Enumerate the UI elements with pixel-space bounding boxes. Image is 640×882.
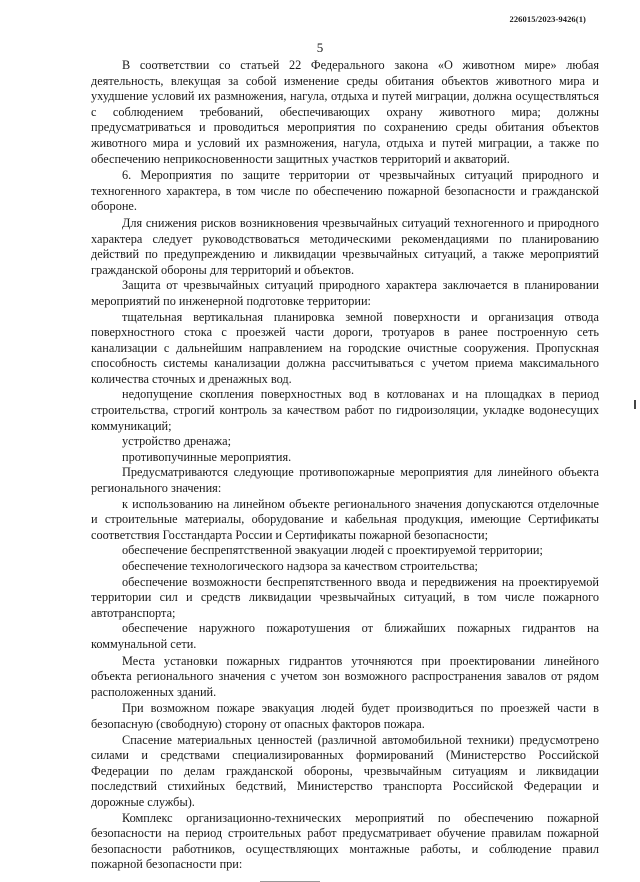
document-id: 226015/2023-9426(1) — [509, 14, 586, 24]
list-item: обеспечение технологического надзора за качеством строительства; — [122, 559, 478, 573]
paragraph: При возможном пожаре эвакуация людей будет производиться по проезжей части в безопасную (свободную) сторону от опасных факторов пожара. — [91, 701, 599, 731]
list-item: обеспечение наружного пожаротушения от ближайших пожарных гидрантов на коммунальной сети. — [91, 621, 599, 651]
section-heading: 6. Мероприятия по защите территории от чрезвычайных ситуаций природного и техногенного характера, в том числе по обеспечению пожарной безопасности и гражданской обороне. — [91, 168, 599, 214]
paragraph: Предусматриваются следующие противопожарные мероприятия для линейного объекта регионального значения: — [91, 465, 599, 496]
list-item: обеспечение беспрепятственной эвакуации людей с проектируемой территории; — [122, 543, 543, 558]
list-item: тщательная вертикальная планировка земной поверхности и организация отвода поверхностного стока с проезжей части дороги, тротуаров в ранее построенную сеть канализации с дальнейшим направлением на городские очистные сооружения. Пропускная способность системы канализации должна рассчитываться с учетом приема максимального количества сточных и дренажных вод. — [91, 309, 599, 386]
page-number: 5 — [316, 40, 324, 55]
list-item: обеспечение возможности беспрепятственного ввода и передвижения на проектируемой территории сил и средств ликвидации чрезвычайных ситуаций, в том числе пожарного автотранспорта; — [91, 574, 599, 620]
paragraph: Места установки пожарных гидрантов уточняются при проектировании линейного объекта регионального значения с учетом зон возможного распространения завалов от рядом расположенных зданий. — [91, 653, 599, 699]
paragraph: В соответствии со статьей 22 Федерального закона «О животном мире» любая деятельность, влекущая за собой изменение среды обитания объектов животного мира и ухудшение условий их размножения, нагула, отдыха и путей миграции, должна осуществляться с соблюдением требований, обеспечивающих охрану животного мира; должны предусматриваться и проводиться мероприятия по сохранению среды обитания объектов животного мира и условий их размножения, нагула, отдыха и путей миграции, а также по обеспечению неприкосновенности защитных участков территорий и акваторий. — [91, 58, 599, 166]
paragraph: Для снижения рисков возникновения чрезвычайных ситуаций техногенного и природного характера следует руководствоваться методическими рекомендациями по планированию действий по предупреждению и ликвидации чрезвычайных ситуаций, а также мероприятий гражданской обороны для территорий и объектов. — [91, 215, 599, 277]
paragraph: Комплекс организационно-технических мероприятий по обеспечению пожарной безопасности на период строительных работ предусматривает обучение правилам пожарной безопасности работников, осуществляющих монтажные работы, и соблюдение правил пожарной безопасности при: — [91, 810, 599, 872]
document-body — [91, 58, 599, 873]
list-item: противопучинные мероприятия. — [122, 449, 292, 464]
list-item: к использованию на линейном объекте регионального значения допускаются отделочные и строительные материалы, оборудование и кабельная продукция, имеющие Сертификаты соответствия Госстандарта России и Сертификаты пожарной безопасности; — [91, 496, 599, 542]
scan-mark — [634, 400, 636, 409]
list-item: устройство дренажа; — [122, 434, 232, 449]
paragraph: Защита от чрезвычайных ситуаций природного характера заключается в планировании мероприятий по инженерной подготовке территории: — [91, 278, 599, 308]
paragraph: Спасение материальных ценностей (различной автомобильной техники) предусмотрено силами и средствами специализированных формирований (Министерство Российской Федерации по делам гражданской обороны, чрезвычайным ситуациям и ликвидации последствий стихийных бедствий, Министерство транспорта Российской Федерации и дорожные службы). — [91, 732, 599, 809]
list-item: недопущение скопления поверхностных вод в котлованах и на площадках в период строительства, строгий контроль за качеством работ по гидроизоляции, укладке водонесущих коммуникаций; — [91, 387, 599, 433]
